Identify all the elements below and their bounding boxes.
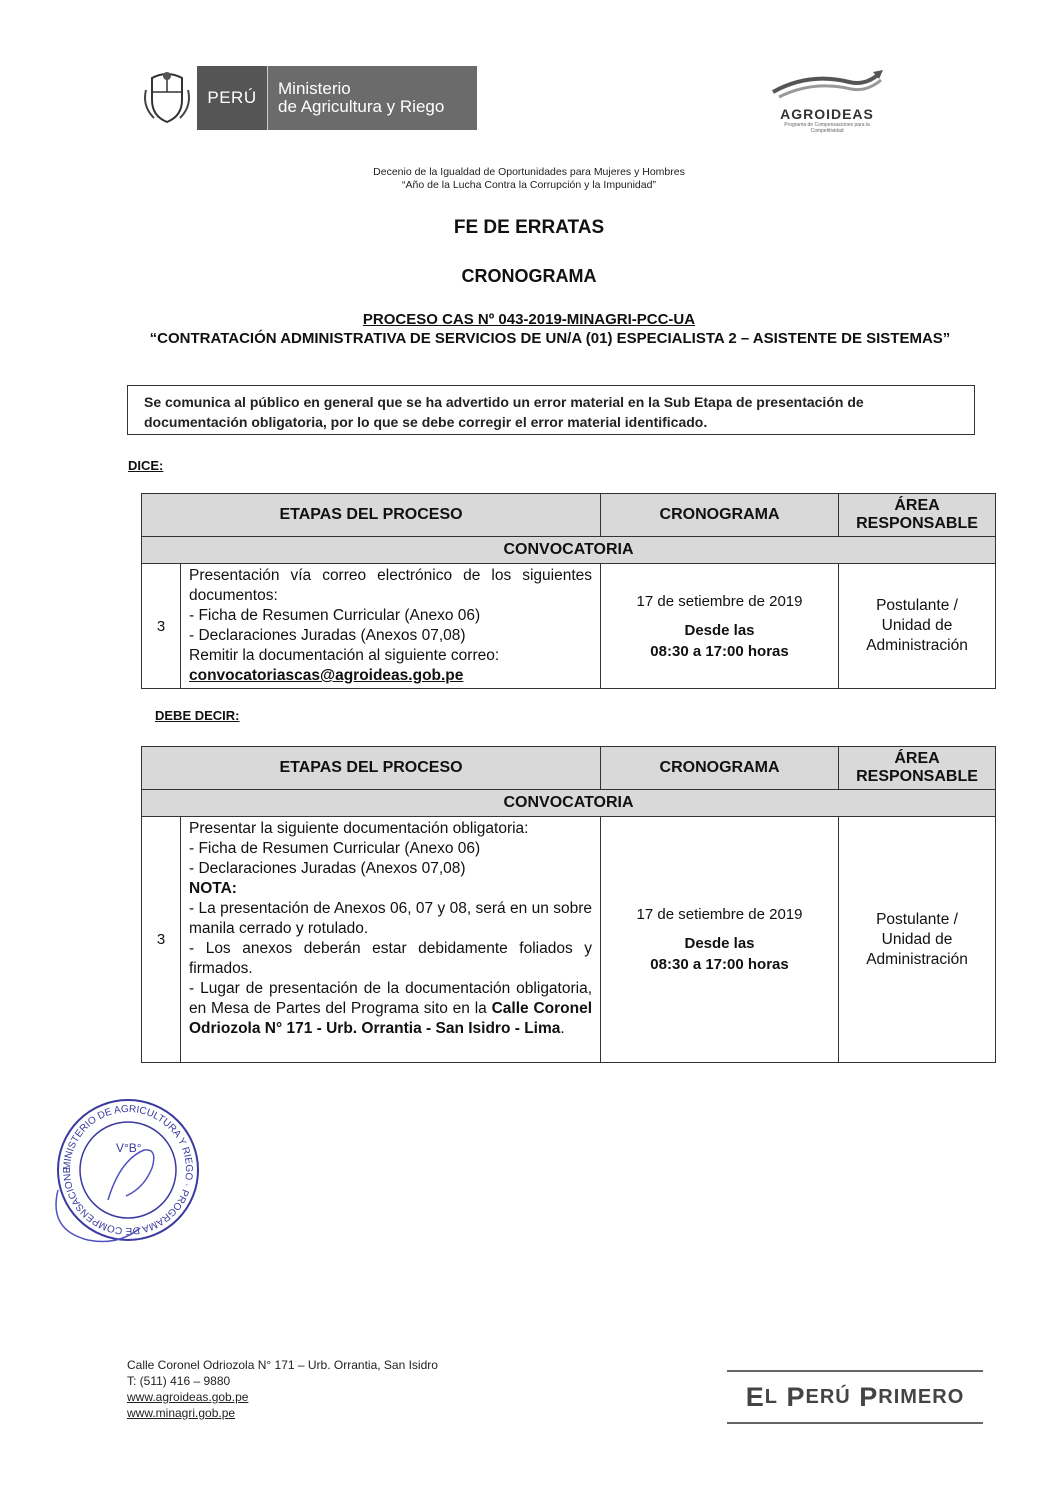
section-convocatoria: CONVOCATORIA xyxy=(142,537,996,564)
stage-line: - Declaraciones Juradas (Anexos 07,08) xyxy=(189,627,466,644)
slogan-rimero: RIMERO xyxy=(878,1385,965,1408)
schedule-cell xyxy=(601,564,839,689)
stage-item: - Declaraciones Juradas (Anexos 07,08) xyxy=(189,860,466,877)
area-line3: Administración xyxy=(866,950,968,968)
header-stages: ETAPAS DEL PROCESO xyxy=(142,747,601,790)
row-number: 3 xyxy=(142,817,181,1063)
slogan-l: L xyxy=(764,1385,778,1408)
note3-address: Calle Coronel Odriozola N° 171 - Urb. Orrantia - San Isidro - Lima xyxy=(189,1000,593,1037)
stage-note: - Los anexos deberán estar debidamente foliados y firmados. xyxy=(189,940,593,977)
stage-line: Remitir la documentación al siguiente correo: xyxy=(189,647,500,664)
seal-vb: V°B° xyxy=(116,1141,142,1155)
page-subtitle: CRONOGRAMA xyxy=(461,266,597,286)
stage-line: Presentación vía correo electrónico de los siguientes documentos: xyxy=(189,567,593,604)
ministry-name xyxy=(268,66,477,130)
seal-text: MINISTERIO DE AGRICULTURA Y RIEGO · PROGRAMA DE COMPENSACIONE xyxy=(61,1103,195,1237)
decenio-line1: Decenio de la Igualdad de Oportunidades para Mujeres y Hombres xyxy=(373,166,685,178)
debe-decir-label: DEBE DECIR: xyxy=(155,708,240,723)
agroideas-tagline: Programa de Compensaciones para la Competitividad xyxy=(784,122,870,134)
schedule-date: 17 de setiembre de 2019 xyxy=(636,592,803,610)
responsible-area xyxy=(839,564,996,689)
decenio-line2: “Año de la Lucha Contra la Corrupción y la Impunidad” xyxy=(402,179,656,191)
stage-note-label: NOTA: xyxy=(189,880,237,897)
stage-note xyxy=(189,979,592,1039)
section-convocatoria: CONVOCATORIA xyxy=(142,790,996,817)
area-line2: Unidad de xyxy=(881,617,953,634)
stage-note: - La presentación de Anexos 06, 07 y 08, será en un sobre manila cerrado y rotulado. xyxy=(189,900,593,937)
peru-label: PERÚ xyxy=(197,66,268,130)
seal-stamp-icon xyxy=(48,1090,208,1250)
official-seal xyxy=(48,1090,208,1250)
agroideas-wave-icon xyxy=(769,70,885,100)
process-name: “CONTRATACIÓN ADMINISTRATIVA DE SERVICIOS DE UN/A (01) ESPECIALISTA 2 – ASISTENTE DE SISTEMAS” xyxy=(149,330,951,347)
slogan-e: E xyxy=(745,1381,765,1412)
footer-contact xyxy=(127,1357,438,1421)
note3-text: - Lugar de presentación de la documentación obligatoria, en Mesa de Partes del Programa sito en la xyxy=(189,980,593,1017)
schedule-time: 08:30 a 17:00 horas xyxy=(650,956,789,973)
area-line1: Postulante / xyxy=(876,910,958,928)
footer-phone: T: (511) 416 – 9880 xyxy=(127,1374,231,1388)
stage-intro: Presentar la siguiente documentación obligatoria: xyxy=(189,820,529,837)
slogan-logo xyxy=(727,1370,983,1424)
dice-label: DICE: xyxy=(128,458,164,473)
debe-decir-table xyxy=(141,746,996,1063)
process-code: PROCESO CAS Nº 043-2019-MINAGRI-PCC-UA xyxy=(362,311,696,328)
schedule-cell xyxy=(601,817,839,1063)
schedule-time-label: Desde las xyxy=(684,935,755,952)
schedule-time: 08:30 a 17:00 horas xyxy=(650,642,789,660)
footer-address-line: Calle Coronel Odriozola N° 171 – Urb. Orrantia, San Isidro xyxy=(127,1358,438,1372)
page-title: FE DE ERRATAS xyxy=(453,217,605,238)
header-schedule: CRONOGRAMA xyxy=(601,747,839,790)
header-stages: ETAPAS DEL PROCESO xyxy=(142,494,601,537)
slogan-p2: P xyxy=(859,1381,879,1412)
header-schedule: CRONOGRAMA xyxy=(601,494,839,537)
header-area: ÁREA RESPONSABLE xyxy=(839,494,996,537)
footer-link-minagri[interactable]: www.minagri.gob.pe xyxy=(127,1406,236,1420)
schedule-time-label: Desde las xyxy=(684,621,755,639)
ministry-logo xyxy=(137,66,477,130)
stage-description xyxy=(181,817,601,1063)
schedule-date: 17 de setiembre de 2019 xyxy=(636,906,803,923)
ministry-line1: Ministerio xyxy=(278,79,351,98)
contact-email: convocatoriascas@agroideas.gob.pe xyxy=(189,667,464,684)
area-line1: Postulante / xyxy=(876,597,958,614)
dice-table xyxy=(141,493,996,689)
stage-description xyxy=(181,564,601,689)
area-line2: Unidad de xyxy=(881,930,953,948)
table-row xyxy=(142,564,996,689)
agroideas-name: AGROIDEAS xyxy=(780,106,874,122)
table-row xyxy=(142,817,996,1063)
slogan-p1: P xyxy=(786,1381,806,1412)
notice-box: Se comunica al público en general que se ha advertido un error material en la Sub Etapa de presentación de documentación obligatoria, por lo que se debe corregir el error material identificado. xyxy=(127,385,975,435)
responsible-area xyxy=(839,817,996,1063)
decenio-text xyxy=(0,166,1058,192)
area-line3: Administración xyxy=(866,637,968,654)
row-number: 3 xyxy=(142,564,181,689)
stage-line: - Ficha de Resumen Curricular (Anexo 06) xyxy=(189,607,481,624)
stage-item: - Ficha de Resumen Curricular (Anexo 06) xyxy=(189,840,481,857)
header-area: ÁREA RESPONSABLE xyxy=(839,747,996,790)
peru-shield-icon xyxy=(137,66,197,130)
agroideas-logo xyxy=(767,70,887,132)
footer-link-agroideas[interactable]: www.agroideas.gob.pe xyxy=(127,1390,249,1404)
note3-end: . xyxy=(560,1020,565,1037)
slogan-eru: ERÚ xyxy=(805,1385,851,1408)
ministry-line2: de Agricultura y Riego xyxy=(278,97,445,116)
